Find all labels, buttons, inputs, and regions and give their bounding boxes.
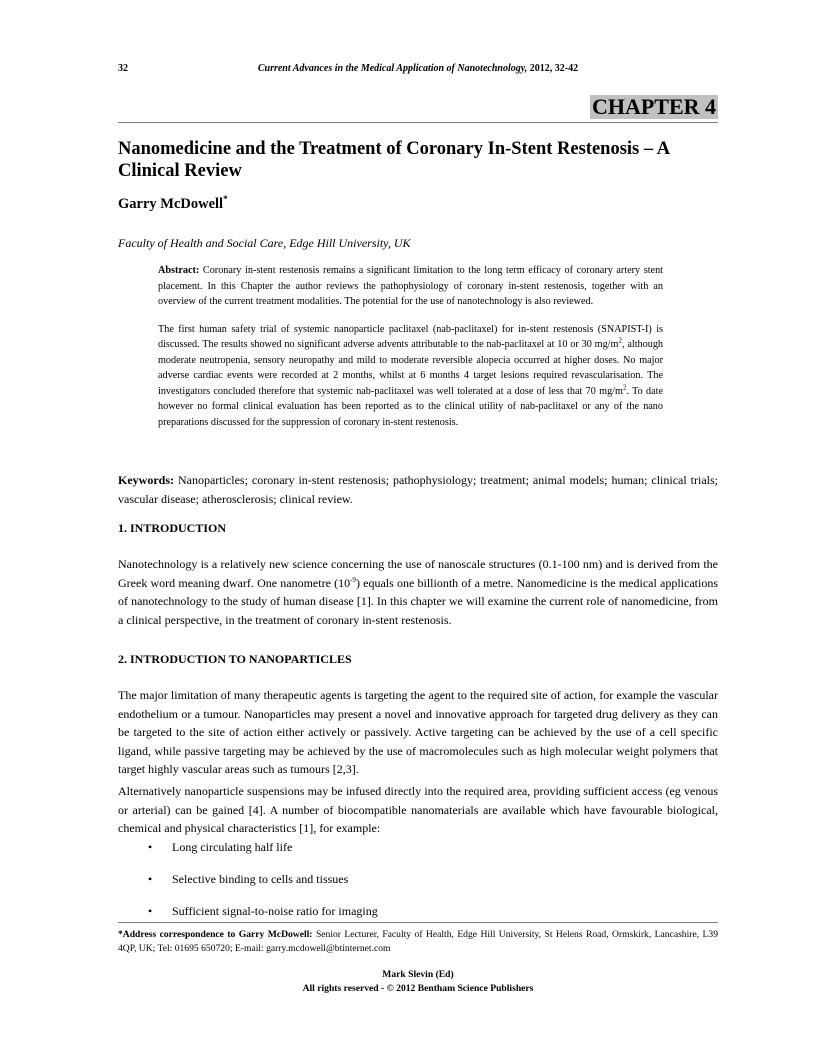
footnote-rule <box>118 922 718 923</box>
page-number: 32 <box>118 63 128 74</box>
footnote-text: Senior Lecturer, Faculty of Health, Edge Hill University, St Helens Road, Ormskirk, Lancashire, L39 4QP, UK; Tel: 01695 650720; E-mail: garry.mcdowell@btinternet.com <box>118 929 718 954</box>
affiliation: Faculty of Health and Social Care, Edge Hill University, UK <box>118 236 411 250</box>
author-footnote-mark: * <box>223 194 228 205</box>
intro-text-b: ) equals one billionth of a metre. Nanomedicine is the medical applications of nanotechnology to the study of human disease [1]. In this chapter we will examine the current role of nanomedicine, from a clinical perspective, in the treatment of coronary in-stent restenosis. <box>118 575 718 627</box>
author: Garry McDowell <box>118 196 224 212</box>
list-item: • Selective binding to cells and tissues <box>148 872 349 886</box>
abstract-text-2a: The first human safety trial of systemic nanoparticle paclitaxel (nab-paclitaxel) for in-stent restenosis (SNAPIST-I) is discussed. The results showed no significant adverse advents attributable to the nab-paclitaxel at 10 or 30 mg/m <box>158 323 663 350</box>
section-heading-nanoparticles: 2. INTRODUCTION TO NANOPARTICLES <box>118 652 352 666</box>
list-item: • Sufficient signal-to-noise ratio for imaging <box>148 904 378 918</box>
abstract-paragraph-2 <box>158 322 663 431</box>
abstract-paragraph-1 <box>158 263 663 310</box>
keywords <box>118 471 718 508</box>
abstract <box>158 263 663 442</box>
section-2-paragraph-2: Alternatively nanoparticle suspensions may be infused directly into the required area, providing sufficient access (eg venous or arterial) can be gained [4]. A number of biocompatible nanomaterials are available which have favourable biological, chemical and physical characteristics [1], for example: <box>118 784 718 835</box>
bullet-icon: • <box>148 840 153 854</box>
journal-year-pages: 2012, 32-42 <box>529 63 579 74</box>
keywords-text: Nanoparticles; coronary in-stent restenosis; pathophysiology; treatment; animal models; human; clinical trials; vascular disease; atherosclerosis; clinical review. <box>118 473 718 506</box>
rights-line: All rights reserved - © 2012 Bentham Science Publishers <box>302 982 534 994</box>
intro-text-a: Nanotechnology is a relatively new science concerning the use of nanoscale structures (0.1-100 nm) and is derived from the Greek word meaning dwarf. One nanometre (10 <box>118 557 718 590</box>
superscript: 2 <box>618 336 622 345</box>
editor-line: Mark Slevin (Ed) <box>382 969 454 980</box>
section-heading-introduction: 1. INTRODUCTION <box>118 521 227 535</box>
author-name <box>118 196 228 213</box>
publisher-footer <box>118 968 718 995</box>
header-rule <box>118 122 718 123</box>
abstract-text-2b: , although moderate neutropenia, sensory neuropathy and mild to moderate reversible alopecia occurred at higher doses. No major adverse cardiac events were recorded at 2 months, whilst at 6 months 4 target lesions required revascularisation. The investigators concluded therefore that systemic nab-paclitaxel was well tolerated at a dose of less that 70 mg/m <box>158 339 664 397</box>
bullet-icon: • <box>148 872 153 886</box>
list-item: • Long circulating half life <box>148 840 293 854</box>
abstract-text-2c: . To date however no formal clinical evaluation has been reported as to the clinical utility of nab-paclitaxel or any of the nano preparations discussed for the suppression of coronary in-stent restenosis. <box>158 385 664 428</box>
journal-title: Current Advances in the Medical Application of Nanotechnology, <box>257 63 528 74</box>
abstract-text-1: Coronary in-stent restenosis remains a significant limitation to the long term efficacy of coronary artery stent placement. In this Chapter the author reviews the pathophysiology of coronary in-stent restenosis, together with an overview of the current treatment modalities. The potential for the use of nanotechnology is also reviewed. <box>158 265 663 307</box>
correspondence-footnote <box>118 928 718 956</box>
superscript: 2 <box>622 383 627 392</box>
section-2-paragraph-1: The major limitation of many therapeutic agents is targeting the agent to the required site of action, for example the vascular endothelium or a tumour. Nanoparticles may present a novel and innovative approach for targeted drug delivery as they can be targeted to the site of action either actively or passively. Active targeting can be achieved by the use of a cell specific ligand, while passive targeting may be achieved by the use of macromolecules such as high molecular weight polymers that target highly vascular areas such as tumours [2,3]. <box>118 688 718 776</box>
bullet-icon: • <box>148 904 153 918</box>
superscript: -9 <box>350 575 356 584</box>
footnote-label: *Address correspondence to Garry McDowell: <box>118 929 313 940</box>
article-title: Nanomedicine and the Treatment of Coronary In-Stent Restenosis – A Clinical Review <box>118 139 670 181</box>
section-1-paragraph <box>118 555 718 629</box>
chapter-label: CHAPTER 4 <box>591 94 716 119</box>
journal-citation <box>118 63 718 74</box>
keywords-label: Keywords: <box>118 473 174 487</box>
abstract-label: Abstract: <box>158 265 200 276</box>
